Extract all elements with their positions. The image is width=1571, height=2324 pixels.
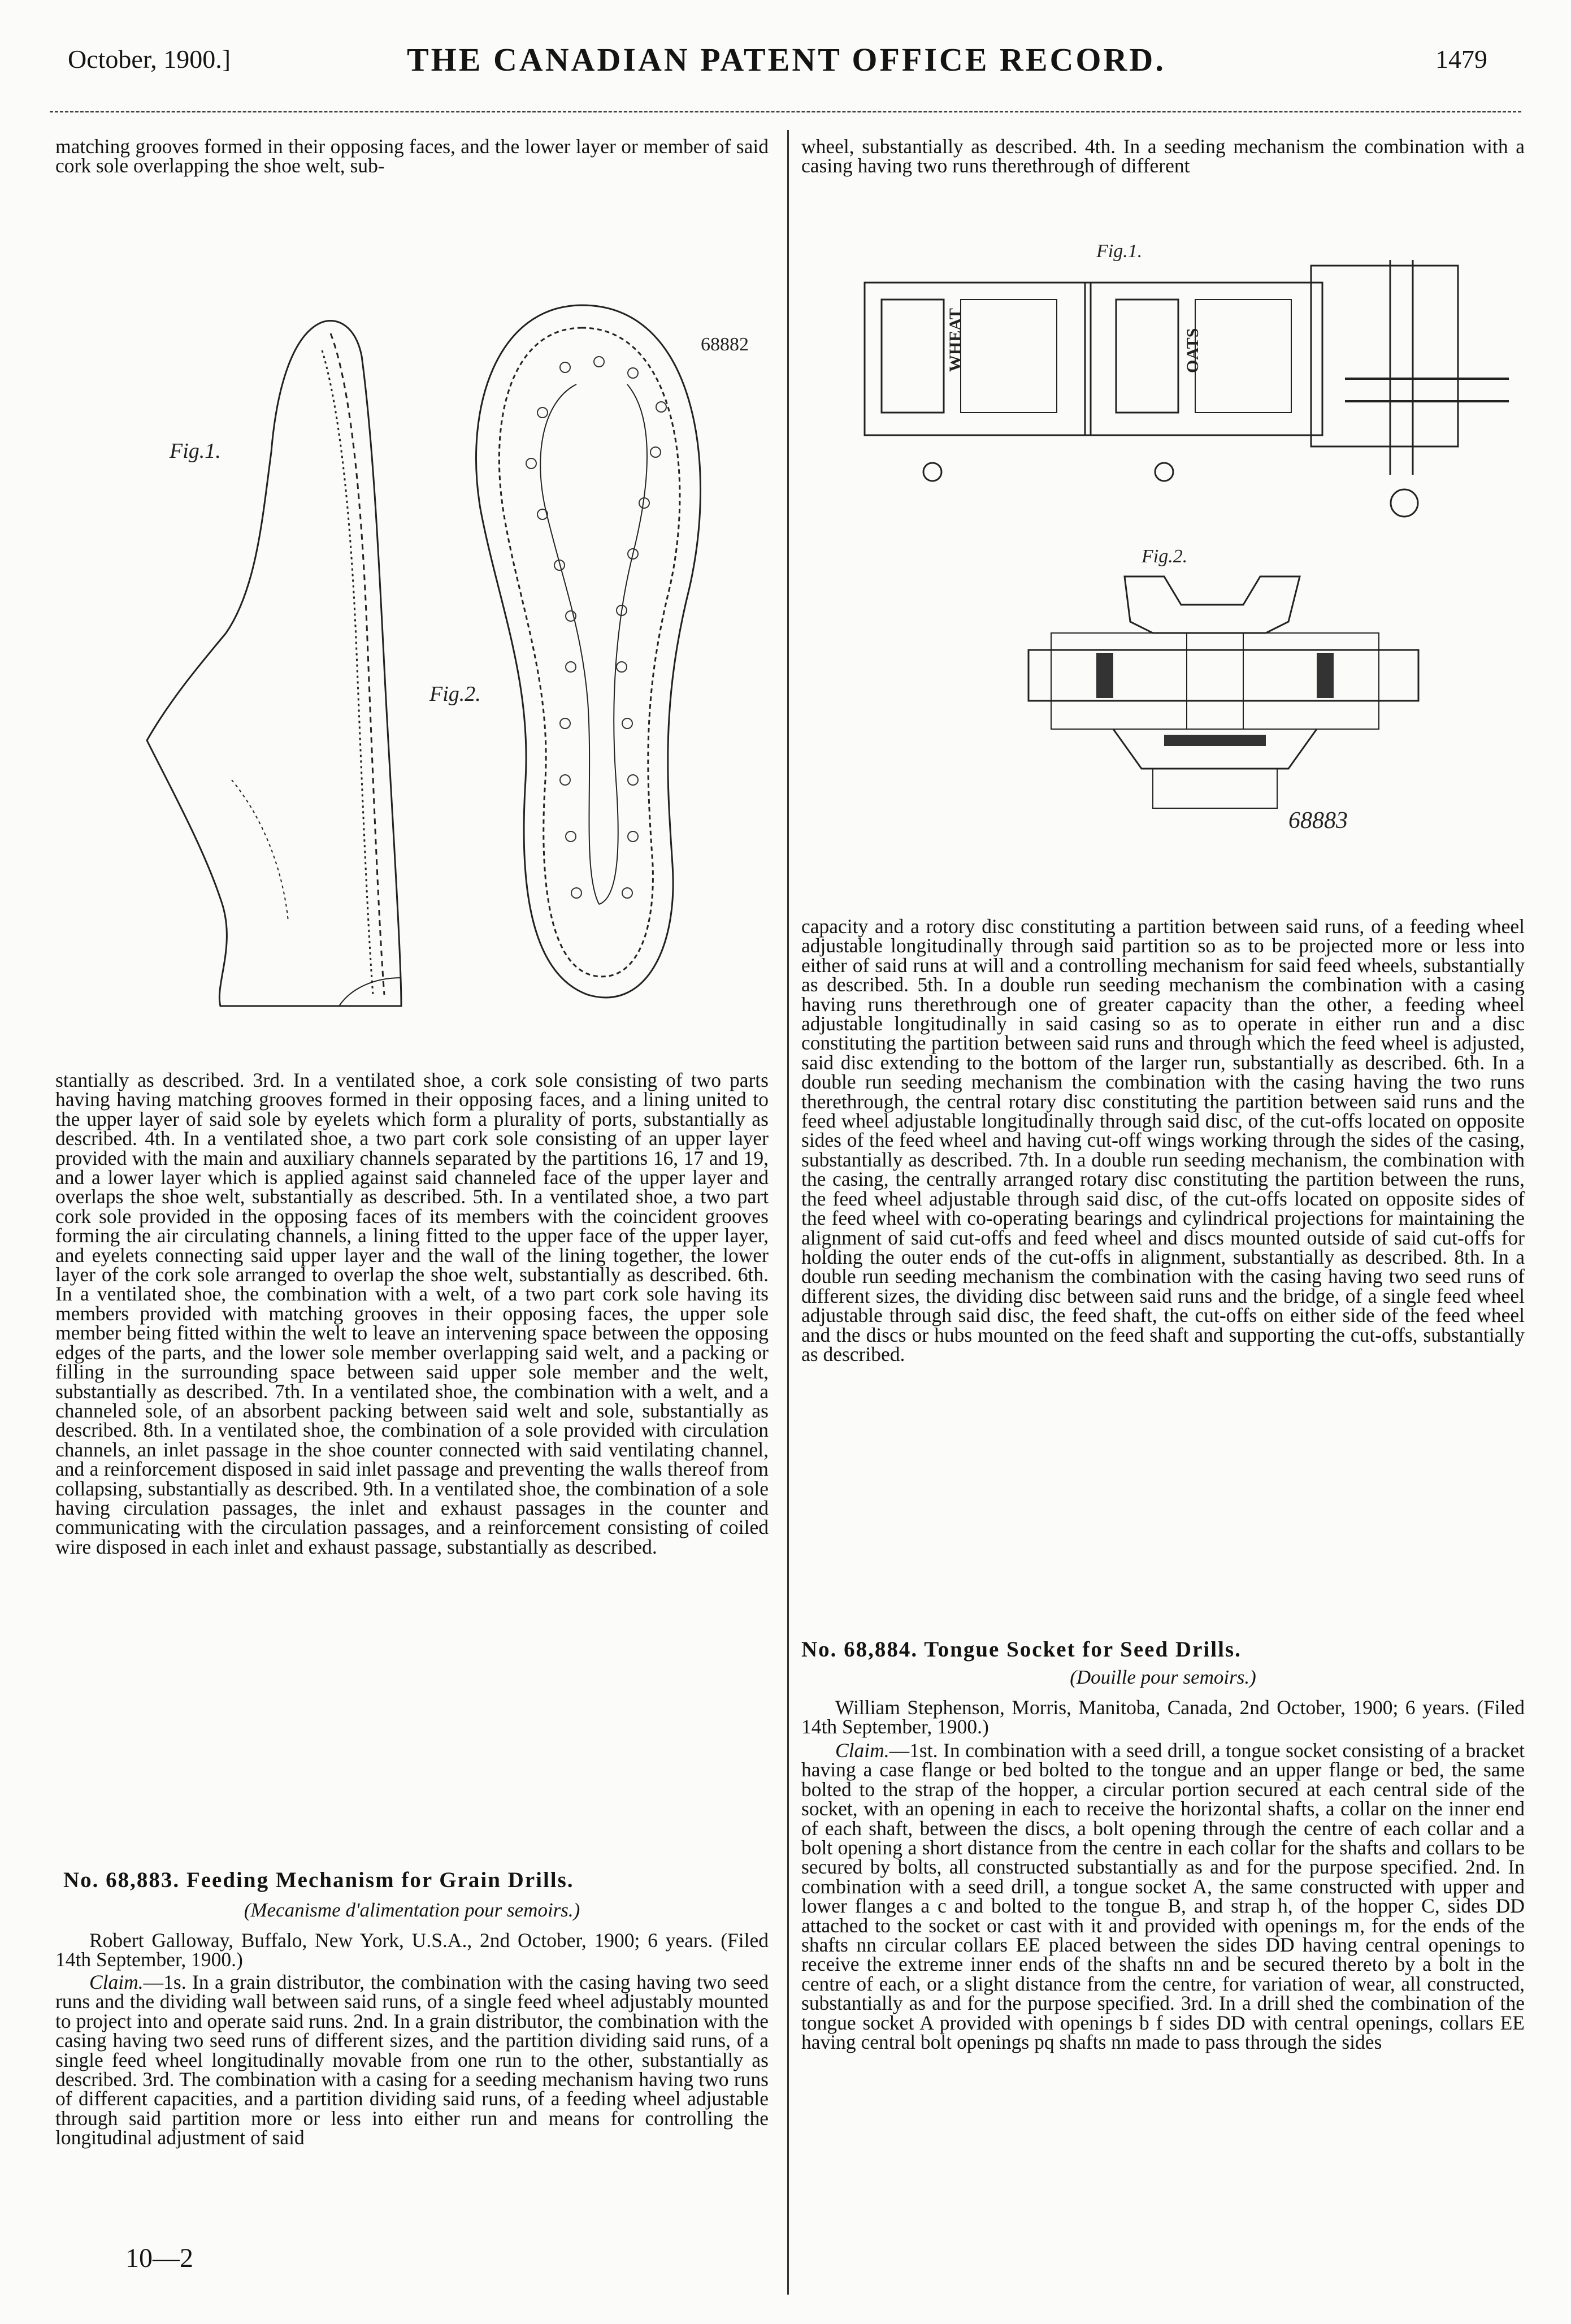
patent-number-label: 68883 (1288, 808, 1348, 834)
journal-title: THE CANADIAN PATENT OFFICE RECORD. (407, 41, 1166, 78)
claim-text: —1s. In a grain distributor, the combination with the casing having two seed runs and the dividing wall between said runs, of a single feed wheel adjustably mounted to project into and operate said runs. 2nd. In a grain distributor, the combination with the casing having two seed runs of different sizes, and the partition dividing said runs, of a single feed wheel longitudinally movable from one run to the other, substantially as described. 3rd. The combination with a casing for a seeding mechanism having two runs of different capacities, and a partition dividing said runs, of a feeding wheel adjustable through said partition more or less into either run and means for controlling the longitudinal adjustment of said (55, 1971, 769, 2149)
header-date: October, 1900.] (68, 45, 231, 73)
patent-883-title: Feeding Mechanism for Grain Drills. (186, 1868, 574, 1892)
left-top-text: matching grooves formed in their opposing faces, and the lower layer or member of said cork sole overlapping the shoe welt, sub- (55, 135, 769, 177)
column-divider (787, 130, 789, 2295)
patent-883-claim (55, 1972, 769, 2148)
patent-884-claim (801, 1741, 1525, 2052)
figure-patent-68882 (136, 271, 749, 1023)
oats-label: OATS (1183, 328, 1202, 373)
figure-patent-68883 (848, 237, 1514, 876)
patent-883-heading (63, 1867, 770, 1893)
page-number: 1479 (1435, 45, 1487, 73)
patent-883-applicant: Robert Galloway, Buffalo, New York, U.S.A., 2nd October, 1900; 6 years. (Filed 14th September, 1900.) (55, 1929, 769, 1971)
left-claims-text: stantially as described. 3rd. In a ventilated shoe, a cork sole consisting of two parts having having matching grooves formed in their opposing faces, and a lining united to the upper layer of said sole by eyelets which form a plurality of ports, substantially as described. 4th. In a ventilated shoe, a two part cork sole consisting of an upper layer provided with the main and auxiliary channels separated by the partitions 16, 17 and 19, and a lower layer which is applied against said channeled face of the upper layer and overlaps the shoe welt, substantially as described. 5th. In a ventilated shoe, a two part cork sole provided in the opposing faces of its members with the coincident grooves forming the air circulating channels, a lining fitted to the upper face of the upper layer, and eyelets connecting said upper layer and the wall of the lining together, the lower layer of the cork sole arranged to overlap the shoe welt, substantially as described. 6th. In a ventilated shoe, the combination with a welt, of a two part cork sole having its members provided with matching grooves in their opposing faces, the upper sole member being fitted within the welt to leave an intervening space between the opposing edges of the parts, and the lower sole member overlapping said welt, and a packing or filling in the surrounding space between said upper sole member and the welt, substantially as described. 7th. In a ventilated shoe, the combination with a welt, and a channeled sole, of an absorbent packing between said welt and sole, substantially as described. 8th. In a ventilated shoe, the combination of a sole provided with circulation channels, an inlet passage in the shoe counter connected with said ventilating channel, and a reinforcement disposed in said inlet passage and preventing the walls thereof from collapsing, substantially as described. 9th. In a ventilated shoe, the combination of a sole having circulation passages, the inlet and exhaust passages in the counter and communicating with the circulation passages, and a reinforcement consisting of coiled wire disposed in each inlet and exhaust passage, substantially as described. (55, 1069, 769, 1558)
patent-884-number: No. 68,884. (801, 1637, 918, 1662)
patent-number-label: 68882 (701, 334, 749, 355)
right-claims-text: capacity and a rotory disc constituting a partition between said runs, of a feeding wheel adjustable longitudinally through said partition so as to be projected more or less into either of said runs at will and a controlling mechanism for said feed wheels, substantially as described. 5th. In a double run seeding mechanism the combination with a casing having runs therethrough one of greater capacity than the other, a feeding wheel adjustable longitudinally in said casing so as to operate in either run and a disc constituting the partition between said runs and through which the feed wheel is adjusted, said disc extending to the bottom of the larger run, substantially as described. 6th. In a double run seeding mechanism the combination with the casing having the two runs therethrough, the central rotary disc constituting the partition between said runs and the feed wheel adjustable longitudinally through said disc, of the cut-offs located on opposite sides of the feed wheel and having cut-off wings working through the sides of the casing, substantially as described. 7th. In a double run seeding mechanism, the combination with the casing, the centrally arranged rotary disc constituting the partition between the runs, the feed wheel adjustable through said disc, of the cut-offs located on opposite sides of the feed wheel with co-operating bearings and cylindrical projections for maintaining the alignment of said cut-offs and feed wheel and discs mounted outside of said cut-offs for holding the outer ends of the cut-offs in alignment, substantially as described. 8th. In a double run seeding mechanism the combination with the casing having two seed runs of different sizes, the dividing disc between said runs and the bridge, of a single feed wheel adjustable through said disc, the feed shaft, the cut-offs on either side of the feed wheel and the discs or hubs mounted on the feed shaft and supporting the cut-offs, substantially as described. (801, 915, 1525, 1365)
folio: 10—2 (125, 2243, 193, 2273)
wheat-label: WHEAT (946, 308, 965, 372)
fig2-label: Fig.2. (1142, 546, 1188, 567)
claim-label: Claim. (835, 1739, 889, 1762)
patent-884-title: Tongue Socket for Seed Drills. (924, 1637, 1242, 1662)
fig1-label: Fig.1. (1096, 241, 1143, 262)
claim-text: —1st. In combination with a seed drill, a tongue socket consisting of a bracket having a case flange or bed bolted to the tongue and an upper flange or bed, the same bolted to the strap of the hopper, a circular portion secured at each central side of the socket, with an opening in each to receive the horizontal shafts, a collar on the inner end of each shaft, between the discs, a bolt opening through the centre of each collar and a bolt opening a short distance from the centre in each collar for the shafts and collars to be secured by bolts, all constructed substantially as and for the purpose specified. 2nd. In combination with a seed drill, a tongue socket A, the same constructed with upper and lower flanges a c and bolted to the tongue B, and strap h, of the hopper C, sides DD attached to the socket or cast with it and provided with openings m, for the ends of the shafts nn circular collars EE placed between the sides DD having central openings to receive the extreme inner ends of the shafts nn and be secured thereto by a bolt in the centre of each, or a slight distance from the centre, for variation of wear, all constructed, substantially as and for the purpose specified. 3rd. In a drill shed the combination of the tongue socket A provided with openings b f sides DD with central openings, collars EE having central bolt openings pq shafts nn made to pass through the sides (801, 1739, 1525, 2054)
patent-883-subtitle: (Mecanisme d'alimentation pour semoirs.) (244, 1899, 580, 1921)
patent-884-applicant: William Stephenson, Morris, Manitoba, Canada, 2nd October, 1900; 6 years. (Filed 14th September, 1900.) (801, 1696, 1525, 1738)
patent-884-subtitle: (Douille pour semoirs.) (1070, 1666, 1256, 1688)
claim-label: Claim. (89, 1971, 144, 1993)
right-top-text: wheel, substantially as described. 4th. In a seeding mechanism the combination with a casing having two runs therethrough of different (801, 135, 1525, 177)
fig1-label: Fig.1. (170, 439, 221, 463)
patent-883-number: No. 68,883. (63, 1868, 180, 1892)
fig2-label: Fig.2. (429, 682, 481, 706)
header-rule (50, 111, 1521, 112)
patent-884-heading (801, 1637, 1525, 1662)
